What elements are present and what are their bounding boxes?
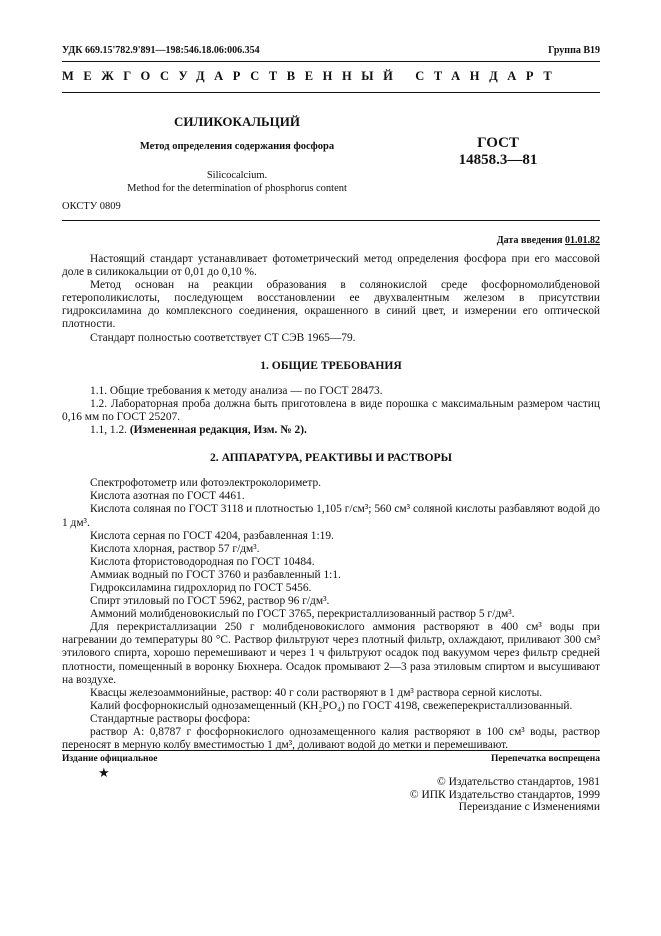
document-body <box>62 253 600 752</box>
reagent-item: Гидроксиламина гидрохлорид по ГОСТ 5456. <box>90 581 312 594</box>
reagent-item: Аммиак водный по ГОСТ 3760 и разбавленный 1:1. <box>90 568 341 581</box>
star-icon: ★ <box>98 765 110 780</box>
english-title-line1: Silicocalcium. <box>206 170 268 181</box>
amendment-note: (Измененная редакция, Изм. № 2). <box>129 424 307 437</box>
intro-date <box>497 235 600 246</box>
document-subtitle: Метод определения содержания фосфора <box>139 141 335 152</box>
reagent-item: Для перекристаллизации 250 г молибденовокислого аммония растворяют в 400 см³ воды при нагревании до температуры 80 °С. Раствор фильтруют через плотный фильтр, охлаждают, приливают 300 см³ этилового спирта, хорошо перемешивают и через 1 ч фильтруют осадок под вакуумом через фильтр средней плотности, помещенный в воронку Бюхнера. Осадок промывают 2—3 раза этиловым спиртом и высушивают на воздухе. <box>62 621 600 686</box>
reagent-item: Кислота соляная по ГОСТ 3118 и плотностью 1,105 г/см³; 560 см³ соляной кислоты разбавляют водой до 1 дм³. <box>62 503 600 529</box>
section-1-paragraph: 1.2. Лабораторная проба должна быть приготовлена в виде порошка с максимальным размером частиц 0,16 мм по ГОСТ 25207. <box>62 397 600 423</box>
section-1-heading: 1. ОБЩИЕ ТРЕБОВАНИЯ <box>260 358 402 372</box>
reagent-item: Стандартные растворы фосфора: <box>90 712 251 725</box>
reagent-item: Аммоний молибденовокислый по ГОСТ 3765, перекристаллизованный раствор 5 г/дм³. <box>90 608 515 621</box>
copyright-line: © Издательство стандартов, 1981 <box>436 776 600 788</box>
reprint-label: Перепечатка воспрещена <box>490 754 600 764</box>
gost-designation <box>438 135 558 169</box>
intro-date-label: Дата введения <box>496 235 563 246</box>
intro-paragraph: Метод основан на реакции образования в солянокислой среде фосфорномолибденовой гетерополикислоты, последующем восстановлении ее двухвалентным железом в присутствии гидроксиламина до комплексного соединения, окрашенного в синий цвет, и измерении его оптической плотности. <box>62 279 600 331</box>
reagent-item: Кислота серная по ГОСТ 4204, разбавленная 1:19. <box>90 529 334 542</box>
reagent-item: Кислота азотная по ГОСТ 4461. <box>90 490 245 503</box>
intro-paragraph: Настоящий стандарт устанавливает фотометрический метод определения фосфора при его массовой доле в силикокальции от 0,01 до 0,10 %. <box>62 253 600 279</box>
section-1-paragraph: 1.1. Общие требования к методу анализа — по ГОСТ 28473. <box>90 384 383 397</box>
section-2-heading: 2. АППАРАТУРА, РЕАКТИВЫ И РАСТВОРЫ <box>209 451 453 465</box>
reagent-item: Калий фосфорнокислый однозамещенный (КН₂РО₄) по ГОСТ 4198, свежеперекристаллизованный. <box>90 699 573 712</box>
okstu-code: ОКСТУ 0809 <box>62 201 121 212</box>
copyright-line: © ИПК Издательство стандартов, 1999 <box>409 788 600 801</box>
reissue-note: Переиздание с Изменениями <box>458 801 600 814</box>
udk-code: УДК 669.15'782.9'891—198:546.18.06:006.354 <box>62 45 260 56</box>
intro-date-value: 01.01.82 <box>565 235 600 246</box>
group-code: Группа В19 <box>548 45 600 56</box>
gost-label: ГОСТ <box>477 135 519 151</box>
okstu-rule <box>62 220 600 221</box>
english-title-line2: Method for the determination of phosphorus content <box>127 183 347 194</box>
gost-number: 14858.3—81 <box>458 152 538 168</box>
reagent-item: раствор А: 0,8787 г фосфорнокислого однозамещенного калия растворяют в 100 см³ воды, раствор переносят в мерную колбу вместимостью 1 дм³, доливают водой до метки и перемешивают. <box>62 726 600 752</box>
amendment-clauses: 1.1, 1.2. <box>90 424 128 437</box>
title-block <box>62 114 412 195</box>
reagent-item: Спирт этиловый по ГОСТ 5962, раствор 96 г/дм³. <box>90 595 330 608</box>
standard-banner: МЕЖГОСУДАРСТВЕННЫЙ СТАНДАРТ <box>62 69 562 83</box>
top-rule-1 <box>62 61 600 62</box>
english-title <box>62 169 412 195</box>
footer-rule <box>62 750 600 751</box>
document-title: СИЛИКОКАЛЬЦИЙ <box>174 114 300 129</box>
copyright-block <box>410 776 600 814</box>
reagent-item: Кислота хлорная, раствор 57 г/дм³. <box>90 542 260 555</box>
edition-label: Издание официальное <box>62 754 158 764</box>
section-1-amendment <box>62 424 600 437</box>
reagent-item: Кислота фтористоводородная по ГОСТ 10484. <box>90 555 315 568</box>
top-rule-2 <box>62 92 600 93</box>
reagent-item: Квасцы железоаммонийные, раствор: 40 г соли растворяют в 1 дм³ раствора серной кислоты. <box>90 686 543 699</box>
intro-paragraph: Стандарт полностью соответствует СТ СЭВ 1965—79. <box>90 331 356 344</box>
reagent-item: Спектрофотометр или фотоэлектроколориметр. <box>90 477 322 490</box>
